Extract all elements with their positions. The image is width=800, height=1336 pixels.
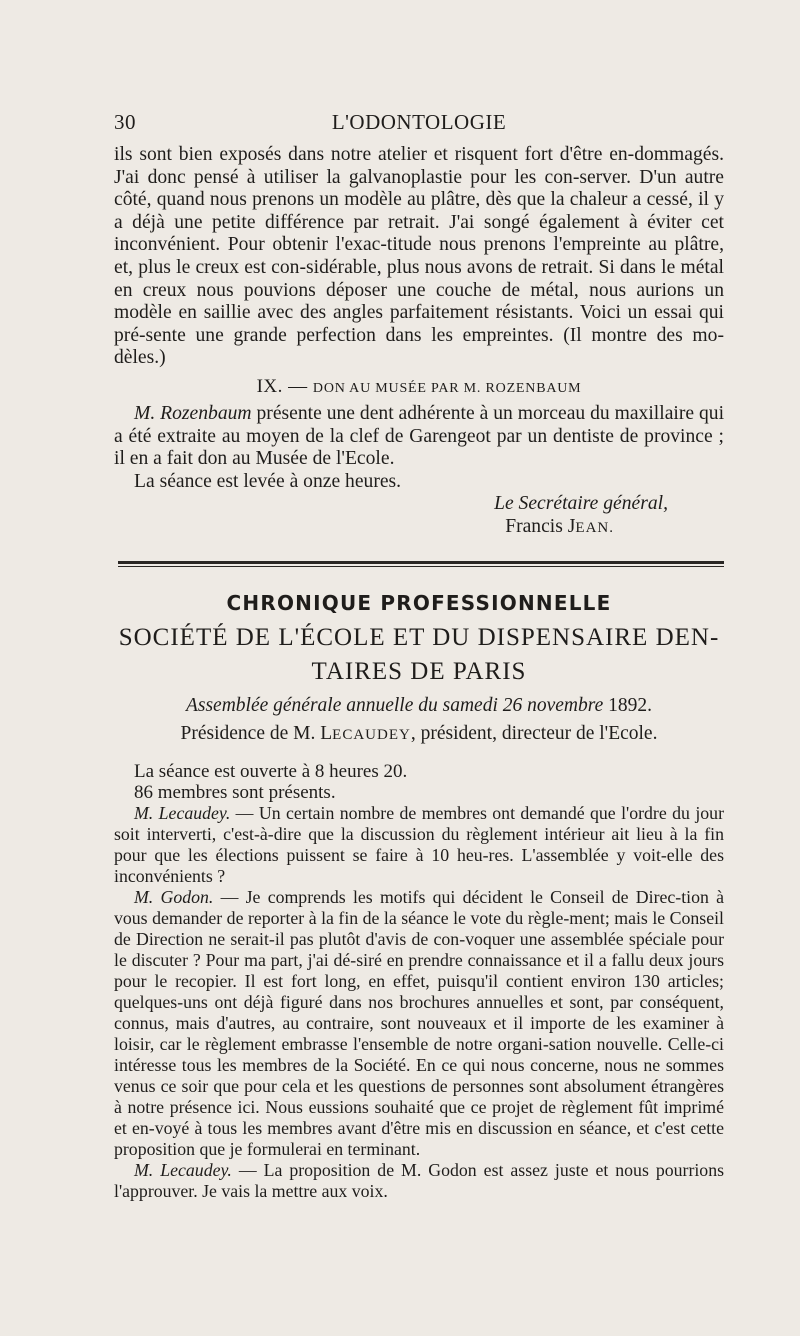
minutes-text: — Un certain nombre de membres ont demandé que l'ordre du jour soit interverti, c'est-à-dire que la discussion du règlement intérieur ait lieu à la fin pour que les élections puissent se faire à 10 heu-res. L'assemblée y voit-elle des inconvénients ?: [114, 802, 724, 886]
running-title: L'ODONTOLOGIE: [331, 110, 507, 134]
chronique-heading: CHRONIQUE PROFESSIONNELLE: [226, 590, 612, 615]
divider-thick-rule: [118, 561, 724, 564]
signature-role: Le Secrétaire général,: [494, 493, 668, 515]
minutes-text: — La proposition de M. Godon est assez juste et nous pourrions l'approuver. Je vais la mettre aux voix.: [114, 1159, 725, 1201]
minutes-paragraph-1: [114, 803, 724, 887]
section-title: DON AU MUSÉE PAR M. ROZENBAUM: [312, 380, 582, 396]
speaker-name: M. Lecaudey.: [134, 1159, 232, 1180]
donation-paragraph: [114, 403, 724, 471]
section-numeral: IX. —: [256, 375, 308, 397]
speaker-name: M. Rozenbaum: [134, 402, 252, 424]
divider-thin-rule: [118, 566, 724, 567]
signature-last-initial: J: [567, 515, 576, 537]
minutes-text: — Je comprends les motifs qui décident le Conseil de Direc-tion à vous demander de reporter à la fin de la séance le vote du règle-ment; mais le Conseil de Direction ne serait-il pas plutôt d'avis de con-voquer une assemblée spéciale pour le discuter ? Pour ma part, j'ai dé-siré en prendre connaissance et il a fallu deux jours pour le recopier. Il est fort long, en effet, puisqu'il contient environ 130 articles; quelques-uns ont déjà figuré dans nos brochures annuelles et sont, par conséquent, connus, mais d'autres, au contraire, sont nouveaux et il importe de les examiner à loisir, car le règlement embrasse l'ensemble de notre organi-sation nouvelle. Celle-ci intéresse tous les membres de la Société. En ce qui nous concerne, nous ne sommes venus ce soir que pour cela et les questions de personnes sont absolument étrangères à notre présence ici. Nous eussions souhaité que ce projet de règlement fût imprimé et en-voyé à tous les membres avant d'être mis en discussion en séance, et c'est cette proposition que je formulerai en terminant.: [114, 886, 724, 1159]
journal-page: [114, 104, 724, 1202]
minutes-paragraph-3: [114, 1160, 724, 1202]
minutes-members: 86 membres sont présents.: [134, 781, 336, 803]
closing-line: La séance est levée à onze heures.: [134, 470, 402, 492]
continued-paragraph: ils sont bien exposés dans notre atelier et risquent fort d'être en-dommagés. J'ai donc pensé à utiliser la galvanoplastie pour les con-server. D'un autre côté, quand nous prenons un modèle au plâtre, dès que la chaleur a cessé, il y a déjà une petite différence par retrait. J'ai songé également à éviter cet inconvénient. Pour obtenir l'exac-titude nous prenons l'empreinte au plâtre, et, plus le creux est con-sidérable, plus nous avons de retrait. Si dans le métal en creux nous pouvions déposer une couche de métal, nous aurions un modèle en saillie avec des angles parfaitement résistants. Voici un essai qui pré-sente une grande perfection dans les empreintes. (Il montre des mo-dèles.): [114, 144, 724, 369]
minutes-paragraph-2: [114, 887, 724, 1160]
presidency-before: Présidence de M.: [180, 722, 321, 744]
signature-last-rest: EAN.: [575, 519, 614, 536]
signature-first-name: Francis: [505, 515, 568, 537]
societe-heading-line2: TAIRES DE PARIS: [311, 657, 527, 685]
section-heading-ix: [114, 376, 724, 400]
page-header: [114, 104, 724, 136]
assembly-subtitle-text: Assemblée générale annuelle du samedi 26 novembre: [185, 694, 609, 716]
section-divider: [118, 561, 724, 567]
minutes-body: [114, 761, 724, 1202]
speaker-name: M. Lecaudey.: [134, 802, 231, 823]
president-initial: L: [320, 722, 333, 744]
societe-heading: [114, 621, 724, 689]
minutes-opening: La séance est ouverte à 8 heures 20.: [134, 760, 408, 782]
page-number: 30: [114, 110, 136, 134]
signature-name: [114, 516, 614, 540]
president-name-rest: ECAUDEY: [332, 726, 411, 743]
speaker-name: M. Godon.: [134, 886, 214, 907]
donation-text: présente une dent adhérente à un morceau du maxillaire qui a été extraite au moyen de la clef de Garengeot par un dentiste de province ; il en a fait don au Musée de l'Ecole.: [114, 402, 725, 470]
societe-heading-line1: SOCIÉTÉ DE L'ÉCOLE ET DU DISPENSAIRE DEN-: [118, 623, 720, 651]
assembly-year: 1892.: [608, 694, 653, 716]
presidency-after: , président, directeur de l'Ecole.: [410, 722, 658, 744]
assembly-subtitle: [114, 695, 724, 717]
presidency-line: [114, 723, 724, 745]
